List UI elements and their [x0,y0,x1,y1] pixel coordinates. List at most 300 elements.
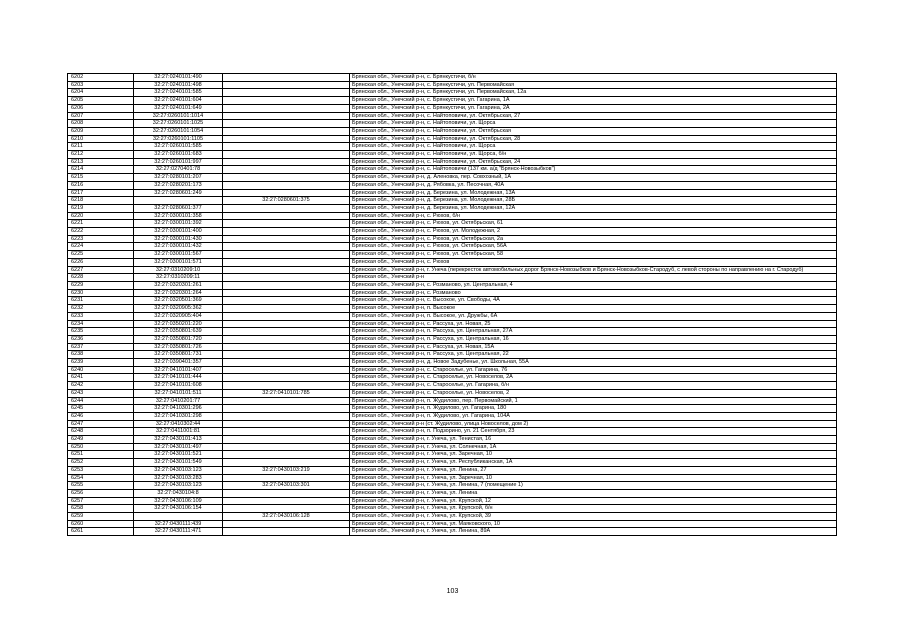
table-row [68,243,837,251]
address-cell: Брянская обл., Унечский р-н, с. Высокое, ул. Свободы, 4А [350,297,837,305]
sub-cadastral-number-cell: 32:27:0430103:301 [223,482,350,490]
address-cell: Брянская обл., Унечский р-н, с. Старосельe, ул. Новоселов, 2А [350,374,837,382]
row-number-cell: 6216 [68,181,134,189]
row-number-cell: 6222 [68,228,134,236]
sub-cadastral-number-cell [223,104,350,112]
address-cell: Брянская обл., Унечский р-н, г. Унеча, ул. Маяковского, 10 [350,520,837,528]
row-number-cell: 6205 [68,97,134,105]
row-number-cell: 6225 [68,251,134,259]
cadastral-number-cell: 32:27:0390401:357 [134,359,223,367]
address-cell: Брянская обл., Унечский р-н, с. Розманово, ул. Центральная, 4 [350,281,837,289]
table-row [68,505,837,513]
sub-cadastral-number-cell [223,151,350,159]
cadastral-number-cell: 32:27:0270401:78 [134,166,223,174]
address-cell: Брянская обл., Унечский р-н, с. Рюхов, б/н [350,212,837,220]
cadastral-number-cell: 32:27:0240101:585 [134,89,223,97]
table-row [68,174,837,182]
sub-cadastral-number-cell: 32:27:0430103:219 [223,466,350,474]
cadastral-number-cell [134,197,223,205]
address-cell: Брянская обл., Унечский р-н, с. Розманово [350,289,837,297]
sub-cadastral-number-cell [223,428,350,436]
cadastral-number-cell: 32:27:0320905:404 [134,312,223,320]
sub-cadastral-number-cell [223,359,350,367]
table-row [68,89,837,97]
table-row [68,143,837,151]
cadastral-number-cell: 32:27:0260101:1105 [134,135,223,143]
row-number-cell: 6256 [68,489,134,497]
cadastral-number-cell: 32:27:0410101:511 [134,389,223,397]
cadastral-number-cell: 32:27:0430101:549 [134,459,223,467]
address-cell: Брянская обл., Унечский р-н, с. Старосельe, ул. Гагарина, 76 [350,366,837,374]
row-number-cell: 6224 [68,243,134,251]
table-row [68,158,837,166]
cadastral-number-cell: 32:27:0280201:173 [134,181,223,189]
table-row [68,328,837,336]
row-number-cell: 6251 [68,451,134,459]
table-row [68,374,837,382]
row-number-cell: 6233 [68,312,134,320]
address-cell: Брянская обл., Унечский р-н, с. Старосельe, ул. Гагарина, б/н [350,382,837,390]
address-cell: Брянская обл., Унечский р-н, с. Брянкустичи, ул. Гагарина, 1А [350,97,837,105]
cadastral-number-cell: 32:27:0320501:369 [134,297,223,305]
table-row [68,520,837,528]
cadastral-number-cell: 32:27:0430104:8 [134,489,223,497]
address-cell: Брянская обл., Унечский р-н, с. Рассуха, ул. Новая, 25 [350,320,837,328]
table-row [68,343,837,351]
sub-cadastral-number-cell [223,328,350,336]
row-number-cell: 6242 [68,382,134,390]
table-row [68,81,837,89]
sub-cadastral-number-cell [223,382,350,390]
table-row [68,228,837,236]
row-number-cell: 6208 [68,120,134,128]
cadastral-number-cell: 32:27:0300101:571 [134,258,223,266]
row-number-cell: 6235 [68,328,134,336]
row-number-cell: 6229 [68,281,134,289]
cadastral-number-cell: 32:27:0350801:639 [134,328,223,336]
table-row [68,466,837,474]
row-number-cell: 6239 [68,359,134,367]
row-number-cell: 6212 [68,151,134,159]
cadastral-number-cell: 32:27:0320301:261 [134,281,223,289]
cadastral-number-cell [134,513,223,521]
row-number-cell: 6254 [68,474,134,482]
address-cell: Брянская обл., Унечский р-н, п. Высокое [350,305,837,313]
table-row [68,166,837,174]
cadastral-number-cell: 32:27:0410101:608 [134,382,223,390]
sub-cadastral-number-cell [223,366,350,374]
cadastral-number-cell: 32:27:0410201:77 [134,397,223,405]
cadastral-number-cell: 32:27:0300101:567 [134,251,223,259]
table-row [68,497,837,505]
sub-cadastral-number-cell [223,81,350,89]
cadastral-number-cell: 32:27:0430101:521 [134,451,223,459]
row-number-cell: 6204 [68,89,134,97]
row-number-cell: 6203 [68,81,134,89]
cadastral-number-cell: 32:27:0350801:720 [134,335,223,343]
address-cell: Брянская обл., Унечский р-н, г. Унеча, ул. Солнечная, 1А [350,443,837,451]
table-row [68,389,837,397]
cadastral-number-cell: 32:27:0350201:220 [134,320,223,328]
table-row [68,312,837,320]
address-cell: Брянская обл., Унечский р-н, г. Унеча, ул. Республиканская, 1А [350,459,837,467]
cadastral-number-cell: 32:27:0430103:123 [134,466,223,474]
sub-cadastral-number-cell [223,497,350,505]
cadastral-number-cell: 32:27:0430103:123 [134,482,223,490]
cadastral-number-cell: 32:27:0320301:264 [134,289,223,297]
address-cell: Брянская обл., Унечский р-н, с. Рассуха, ул. Новая, 15А [350,343,837,351]
row-number-cell: 6227 [68,266,134,274]
row-number-cell: 6220 [68,212,134,220]
table-row [68,135,837,143]
cadastral-number-cell: 32:27:0310209:11 [134,274,223,282]
address-cell: Брянская обл., Унечский р-н, п. Рассуха, ул. Центральная, 16 [350,335,837,343]
row-number-cell: 6250 [68,443,134,451]
cadastral-number-cell: 32:27:0240101:649 [134,104,223,112]
sub-cadastral-number-cell [223,351,350,359]
sub-cadastral-number-cell [223,228,350,236]
cadastral-number-cell: 32:27:0240101:498 [134,81,223,89]
table-row [68,212,837,220]
address-cell: Брянская обл., Унечский р-н, с. Брянкустичи, б/н [350,74,837,82]
table-row [68,482,837,490]
row-number-cell: 6252 [68,459,134,467]
address-cell: Брянская обл., Унечский р-н, с. Старосельe, ул. Новоселов, 2 [350,389,837,397]
row-number-cell: 6243 [68,389,134,397]
sub-cadastral-number-cell [223,266,350,274]
row-number-cell: 6232 [68,305,134,313]
sub-cadastral-number-cell [223,305,350,313]
address-cell: Брянская обл., Унечский р-н, с. Брянкустичи, ул. Гагарина, 2А [350,104,837,112]
row-number-cell: 6255 [68,482,134,490]
row-number-cell: 6207 [68,112,134,120]
cadastral-number-cell: 32:27:0240101:604 [134,97,223,105]
cadastral-number-cell: 32:27:0430101:413 [134,436,223,444]
cadastral-number-cell: 32:27:0350801:731 [134,351,223,359]
sub-cadastral-number-cell: 32:27:0280601:375 [223,197,350,205]
sub-cadastral-number-cell [223,343,350,351]
sub-cadastral-number-cell [223,474,350,482]
row-number-cell: 6247 [68,420,134,428]
row-number-cell: 6218 [68,197,134,205]
cadastral-number-cell: 32:27:0320905:362 [134,305,223,313]
row-number-cell: 6253 [68,466,134,474]
row-number-cell: 6257 [68,497,134,505]
row-number-cell: 6248 [68,428,134,436]
row-number-cell: 6249 [68,436,134,444]
sub-cadastral-number-cell [223,212,350,220]
table-row [68,513,837,521]
cadastral-number-cell: 32:27:0260101:997 [134,158,223,166]
row-number-cell: 6223 [68,235,134,243]
table-row [68,412,837,420]
cadastral-number-cell: 32:27:0410101:407 [134,366,223,374]
cadastral-number-cell: 32:27:0310209:10 [134,266,223,274]
table-row [68,120,837,128]
sub-cadastral-number-cell [223,89,350,97]
registry-table-body [68,74,837,536]
address-cell: Брянская обл., Унечский р-н, д. Березина, ул. Молодежная, 13А [350,189,837,197]
address-cell: Брянская обл., Унечский р-н, с. Найтоповичи (137 км. а/д "Брянск-Новозыбков") [350,166,837,174]
row-number-cell: 6214 [68,166,134,174]
cadastral-number-cell: 32:27:0430101:497 [134,443,223,451]
table-row [68,297,837,305]
address-cell: Брянская обл., Унечский р-н, д. Березина, ул. Молодежная, 28Б [350,197,837,205]
table-row [68,443,837,451]
address-cell: Брянская обл., Унечский р-н, с. Брянкустичи, ул. Первомайская, 12а [350,89,837,97]
cadastral-number-cell: 32:27:0260101:683 [134,151,223,159]
sub-cadastral-number-cell [223,243,350,251]
address-cell: Брянская обл., Унечский р-н, с. Брянкустичи, ул. Первомайская [350,81,837,89]
sub-cadastral-number-cell [223,174,350,182]
address-cell: Брянская обл., Унечский р-н, с. Найтоповичи, ул. Октябрьская, 24 [350,158,837,166]
sub-cadastral-number-cell [223,459,350,467]
address-cell: Брянская обл., Унечский р-н, с. Рюхов, ул. Октябрьская, 58 [350,251,837,259]
table-row [68,474,837,482]
row-number-cell: 6261 [68,528,134,536]
sub-cadastral-number-cell [223,289,350,297]
table-row [68,382,837,390]
address-cell: Брянская обл., Унечский р-н (ст. Жудилово, улица Новоселов, дом 2) [350,420,837,428]
sub-cadastral-number-cell [223,274,350,282]
cadastral-number-cell: 32:27:0280101:207 [134,174,223,182]
address-cell: Брянская обл., Унечский р-н, с. Найтоповичи, ул. Октябрьская [350,127,837,135]
table-row [68,305,837,313]
table-row [68,258,837,266]
cadastral-number-cell: 32:27:0300101:400 [134,228,223,236]
sub-cadastral-number-cell [223,520,350,528]
address-cell: Брянская обл., Унечский р-н, г. Унеча, ул. Заречная, 10 [350,451,837,459]
cadastral-number-cell: 32:27:0430106:154 [134,505,223,513]
cadastral-number-cell: 32:27:0410302:44 [134,420,223,428]
table-row [68,220,837,228]
address-cell: Брянская обл., Унечский р-н, г. Унеча, ул. Ленина, 27 [350,466,837,474]
sub-cadastral-number-cell [223,528,350,536]
cadastral-number-cell: 32:27:0410301:296 [134,405,223,413]
address-cell: Брянская обл., Унечский р-н, д. Новое Задубенье, ул. Школьная, 55А [350,359,837,367]
table-row [68,405,837,413]
cadastral-number-cell: 32:27:0300101:358 [134,212,223,220]
table-row [68,266,837,274]
table-row [68,97,837,105]
sub-cadastral-number-cell [223,505,350,513]
cadastral-number-cell: 32:27:0430111:439 [134,520,223,528]
cadastral-number-cell: 32:27:0260101:585 [134,143,223,151]
address-cell: Брянская обл., Унечский р-н, с. Рюхов, ул. Молодежная, 2 [350,228,837,236]
row-number-cell: 6202 [68,74,134,82]
sub-cadastral-number-cell [223,251,350,259]
row-number-cell: 6219 [68,204,134,212]
address-cell: Брянская обл., Унечский р-н, г. Унеча, ул. Крупской, 39 [350,513,837,521]
sub-cadastral-number-cell [223,436,350,444]
sub-cadastral-number-cell [223,297,350,305]
address-cell: Брянская обл., Унечский р-н, с. Найтоповичи, ул. Щорса [350,120,837,128]
table-row [68,459,837,467]
row-number-cell: 6240 [68,366,134,374]
sub-cadastral-number-cell [223,158,350,166]
address-cell: Брянская обл., Унечский р-н, с. Найтоповичи, ул. Щорса, б/н [350,151,837,159]
cadastral-number-cell: 32:27:0300101:392 [134,220,223,228]
address-cell: Брянская обл., Унечский р-н, с. Рюхов, ул. Октябрьская, 2а [350,235,837,243]
cadastral-number-cell: 32:27:0410301:298 [134,412,223,420]
address-cell: Брянская обл., Унечский р-н, г. Унеча, ул. Крупской, 12 [350,497,837,505]
address-cell: Брянская обл., Унечский р-н, г. Унеча, ул. Крупской, б/н [350,505,837,513]
row-number-cell: 6215 [68,174,134,182]
sub-cadastral-number-cell [223,281,350,289]
address-cell: Брянская обл., Унечский р-н, с. Рюхов, ул. Октябрьская, 56А [350,243,837,251]
sub-cadastral-number-cell [223,204,350,212]
cadastral-number-cell: 32:27:0240101:490 [134,74,223,82]
sub-cadastral-number-cell [223,312,350,320]
table-row [68,528,837,536]
table-row [68,181,837,189]
row-number-cell: 6231 [68,297,134,305]
registry-table [67,73,837,536]
cadastral-number-cell: 32:27:0280601:249 [134,189,223,197]
address-cell: Брянская обл., Унечский р-н, п. Жудилово, пер. Первомайский, 1 [350,397,837,405]
table-row [68,127,837,135]
table-row [68,397,837,405]
address-cell: Брянская обл., Унечский р-н, п. Жудилово, ул. Гагарина, 104А [350,412,837,420]
table-row [68,289,837,297]
sub-cadastral-number-cell [223,166,350,174]
address-cell: Брянская обл., Унечский р-н, г. Унеча (перекресток автомобильных дорог Брянск-Новозыбков и Брянск-Новозыбков-Стародуб, с левой стороны по направлению на г. Стародуб) [350,266,837,274]
row-number-cell: 6213 [68,158,134,166]
sub-cadastral-number-cell [223,135,350,143]
table-row [68,151,837,159]
table-row [68,335,837,343]
sub-cadastral-number-cell [223,181,350,189]
sub-cadastral-number-cell [223,335,350,343]
address-cell: Брянская обл., Унечский р-н, г. Унеча, ул. Заречная, 10 [350,474,837,482]
row-number-cell: 6260 [68,520,134,528]
table-row [68,281,837,289]
row-number-cell: 6206 [68,104,134,112]
sub-cadastral-number-cell [223,443,350,451]
sub-cadastral-number-cell [223,120,350,128]
sub-cadastral-number-cell [223,405,350,413]
address-cell: Брянская обл., Унечский р-н, г. Унеча, ул. Тенистая, 16 [350,436,837,444]
table-row [68,112,837,120]
address-cell: Брянская обл., Унечский р-н, г. Унеча, ул. Ленина [350,489,837,497]
cadastral-number-cell: 32:27:0300101:432 [134,243,223,251]
sub-cadastral-number-cell [223,451,350,459]
row-number-cell: 6221 [68,220,134,228]
address-cell: Брянская обл., Унечский р-н, д. Рябовка, ул. Песочная, 40А [350,181,837,189]
sub-cadastral-number-cell [223,397,350,405]
sub-cadastral-number-cell [223,189,350,197]
table-row [68,489,837,497]
sub-cadastral-number-cell [223,143,350,151]
table-row [68,235,837,243]
address-cell: Брянская обл., Унечский р-н, с. Найтоповичи, ул. Щорса [350,143,837,151]
table-row [68,436,837,444]
row-number-cell: 6217 [68,189,134,197]
row-number-cell: 6211 [68,143,134,151]
cadastral-number-cell: 32:27:0430103:283 [134,474,223,482]
cadastral-number-cell: 32:27:0260101:1025 [134,120,223,128]
cadastral-number-cell: 32:27:0350801:726 [134,343,223,351]
table-row [68,104,837,112]
row-number-cell: 6238 [68,351,134,359]
address-cell: Брянская обл., Унечский р-н, с. Найтоповичи, ул. Октябрьская, 27 [350,112,837,120]
row-number-cell: 6236 [68,335,134,343]
cadastral-number-cell: 32:27:0410101:444 [134,374,223,382]
table-row [68,204,837,212]
table-row [68,428,837,436]
sub-cadastral-number-cell: 32:27:0430106:128 [223,513,350,521]
cadastral-number-cell: 32:27:0430106:109 [134,497,223,505]
sub-cadastral-number-cell [223,97,350,105]
sub-cadastral-number-cell [223,374,350,382]
address-cell: Брянская обл., Унечский р-н, п. Высокое, ул. Дружбы, 6А [350,312,837,320]
sub-cadastral-number-cell [223,74,350,82]
cadastral-number-cell: 32:27:0260101:1014 [134,112,223,120]
cadastral-number-cell: 32:27:0260101:1054 [134,127,223,135]
table-row [68,351,837,359]
address-cell: Брянская обл., Унечский р-н, г. Унеча, ул. Ленина, 7 (помещение 1) [350,482,837,490]
sub-cadastral-number-cell [223,489,350,497]
row-number-cell: 6246 [68,412,134,420]
address-cell: Брянская обл., Унечский р-н, с. Найтоповичи, ул. Октябрьская, 28 [350,135,837,143]
row-number-cell: 6258 [68,505,134,513]
table-row [68,366,837,374]
address-cell: Брянская обл., Унечский р-н, с. Рюхов [350,258,837,266]
address-cell: Брянская обл., Унечский р-н, п. Подзорино, ул. 21 Сентября, 23 [350,428,837,436]
table-row [68,451,837,459]
sub-cadastral-number-cell [223,112,350,120]
sub-cadastral-number-cell [223,320,350,328]
page-number: 103 [446,588,459,595]
table-row [68,74,837,82]
address-cell: Брянская обл., Унечский р-н, д. Аленовка, пер. Совхозный, 1А [350,174,837,182]
row-number-cell: 6226 [68,258,134,266]
row-number-cell: 6228 [68,274,134,282]
sub-cadastral-number-cell [223,258,350,266]
table-row [68,189,837,197]
row-number-cell: 6234 [68,320,134,328]
table-row [68,251,837,259]
row-number-cell: 6259 [68,513,134,521]
address-cell: Брянская обл., Унечский р-н, с. Рюхов, ул. Октябрьская, 61 [350,220,837,228]
address-cell: Брянская обл., Унечский р-н, п. Рассуха, ул. Центральная, 27А [350,328,837,336]
row-number-cell: 6210 [68,135,134,143]
table-row [68,420,837,428]
address-cell: Брянская обл., Унечский р-н, п. Жудилово, ул. Гагарина, 180 [350,405,837,413]
table-row [68,359,837,367]
row-number-cell: 6244 [68,397,134,405]
sub-cadastral-number-cell [223,420,350,428]
sub-cadastral-number-cell [223,235,350,243]
cadastral-number-cell: 32:27:0280601:377 [134,204,223,212]
sub-cadastral-number-cell [223,412,350,420]
table-row [68,197,837,205]
cadastral-number-cell: 32:27:0430111:471 [134,528,223,536]
table-row [68,320,837,328]
sub-cadastral-number-cell [223,220,350,228]
row-number-cell: 6230 [68,289,134,297]
row-number-cell: 6237 [68,343,134,351]
cadastral-number-cell: 32:27:0300101:430 [134,235,223,243]
row-number-cell: 6209 [68,127,134,135]
address-cell: Брянская обл., Унечский р-н, п. Рассуха, ул. Центральная, 22 [350,351,837,359]
table-row [68,274,837,282]
sub-cadastral-number-cell [223,127,350,135]
address-cell: Брянская обл., Унечский р-н [350,274,837,282]
address-cell: Брянская обл., Унечский р-н, д. Березина, ул. Молодежная, 12А [350,204,837,212]
address-cell: Брянская обл., Унечский р-н, г. Унеча, ул. Ленина, 89А [350,528,837,536]
row-number-cell: 6245 [68,405,134,413]
